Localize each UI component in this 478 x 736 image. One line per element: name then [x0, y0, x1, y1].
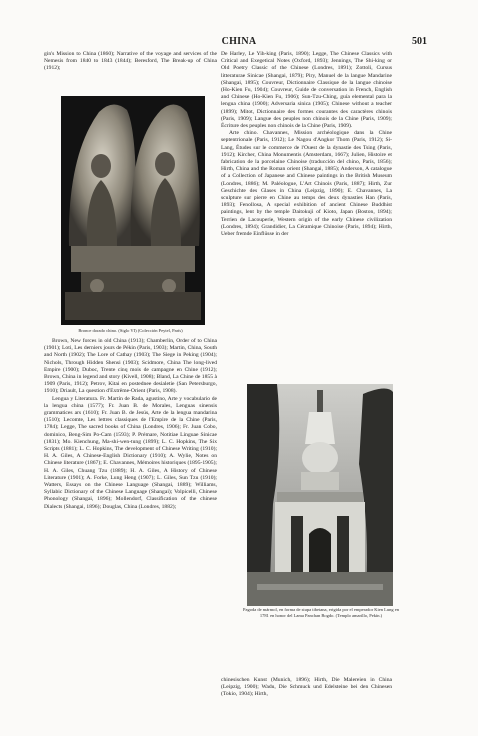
- bibliography-paragraph: Arte chino. Chavannes, Mission archéologique dans la Chine septentrionale (Paris, 1912); Le Nagou d'Angkor Thom (Paris, 1912); Si-Lang, Études sur le commerce de l'Ouest de la dynastie des Tsing (Paris, 1912); Kircher, China Monumentis (Amsterdam, 1667); Julien, Histoire et fabrication de la porcelaine Chinoise (traducción del chino, París, 1856); Hirth, China and the Roman orient (Shangai, 1885); Anderson, A catalogue of a Collection of Japanese and Chinese paintings in the British Museum (Londres, 1886); M. Paléologue, L'Art Chinois (París, 1887); Hirth, Zur Geschichte des Glases in China (Leipzig, 1890); E. Chavannes, La sculpture sur pierre en Chine au temps des deux dynasties Han (París, 1893); Fenollosa, A special exhibition of ancient Chinese Buddhist paintings, lent by the temple Daitokuji of Kioto, Japan (Boston, 1894); Terrien de Lacouperie, Western origin of the early Chinese civilization (Londres, 1894); Grandidier, La Céramique Chinoise (Paris, 1894); Hirth, Ueber fremde Einflüsse in der: [221, 130, 392, 238]
- page-header: [0, 36, 478, 48]
- page-number: 501: [412, 36, 427, 47]
- marble-pagoda-photo: [247, 384, 393, 606]
- buddha-bronze-image: [61, 96, 205, 325]
- running-title: CHINA: [221, 36, 257, 47]
- left-column-bottom-text: [44, 338, 217, 722]
- bibliography-paragraph: Lengua y Literatura. Fr. Martín de Rada, agustino, Arte y vocabulario de la lengua china (1577); Fr. Juan B. de Morales, Lenguas sinensis grammatices ars (1610); Fr. Juan B. de Jesús, Arte de la lengua mandarina (1510); Lecomte, Les lettres classiques de l'Empire de la Chine (Paris, 1784); Legge, The sacred books of China (Londres, 1906); Fr. Juan Cobo, dominico, Beng-Sim Po-Cam (1593); P. Prémare, Notitiae Linguae Sinicae (1831); Mo. Kienchung, Ma-shi-wen-tung (1899); L. C. Hopkins, The Six Scripts (1881); L. C. Hopkins, The development of Chinese Writing (1910); H. A. Giles, A Chinese-English Dictionary (1910); A. Wylie, Notes on Chinese literature (1867); E. Chavannes, Mémoires historiques (1895-1905); H. A. Giles, Chuang Tzu (1889); H. A. Giles, A History of Chinese Literature (1901); A. Forke, Lung Heng (1907); L. Giles, Sun Tzu (1910); Watters, Essays on the Chinese Language (Shangai, 1889); Williams, Syllabic Dictionary of the Chinese Language (Shangai); Volpicelli, Chinese Phonology (Shangai, 1896); Mollendorf, Classification of the chinese Dialects (Shangai, 1896); Douglas, China (Londres, 1882);: [44, 395, 217, 510]
- bibliography-paragraph: chinesischen Kunst (Munich, 1896); Hirth, Die Malereien in China (Leipzig, 1900); Wadu, Die Schmuck und Edelsteine bei den Chinesen (Tokio, 1904); Hirth,: [221, 677, 392, 698]
- right-column-bottom-text: [221, 677, 392, 723]
- bibliography-paragraph: Brown, New forces in old China (1913); Chamberlin, Order of to China (1901); Loti, Les derniers jours de Pékin (Paris, 1903); Martin, China, South and North (1902); The Lore of Cathay (1903); The Siege in Peking (1904); Nichols, Through Hidden Shensi (1903); Scidmore, China The long-lived Empire (1900); Duboc, Trente cinq mois de campagne en Chine (1912); Brown, China in legend and story (Kivell, 1908); Bland, La Chine de 1855 à 1909 (Paris, 1912); Petrov, Kitai en postednee desialetie (San Petersburgo, 1910); Driault, La question d'Extrême-Orient (Paris, 1908).: [44, 338, 217, 395]
- gilded-bronze-figure-photo: [61, 96, 205, 325]
- bibliography-paragraph: De Harley, Le Yih-king (Paris, 1890); Legge, The Chinese Classics with Critical and Exegetical Notes (Oxford, 1893); Jennings, The Shi-king or Old Poetry Classic of the Chinese (Londres, 1891); Zottoli, Cursus litteraturae Sinicae (Shangai, 1879); Piry, Manuel de la langue Mandarine (Shangai, 1895); Couvreur, Dictionnaire Classique de la langue chinoise (Ho-Kien Fu, 1904); Couvreur, Guide de conversation in French, English and Chinese (Ho-Kien Fu, 1906); Sun-Tzu-Ching, guía elemental para la lengua china (1900); Adversaria sinica (1905); Chinese without a teacher (1899); Mitot, Dictionnaire des formes courantes des caractères chinois (Paris, 1909); Langue des peuples non chinois de la Chine (Paris, 1909); Écriture des peuples non chinois de la Chine (Paris, 1909).: [221, 51, 392, 130]
- pagoda-image: [247, 384, 393, 606]
- figure2-caption: Pagoda de mármol, en forma de stupa tibetana, erigida por el emperador Kien Lung en 1781 en honor del Lama Panchan Bogdo. (Templo amarillo, Pekín.): [243, 607, 399, 618]
- right-column-top-text: [221, 51, 392, 382]
- figure1-caption: Bronce dorado chino. (Siglo VI) (Colección Peytel, París): [78, 328, 183, 333]
- left-column-top-text: [44, 51, 217, 93]
- left-top-paragraph: gin's Mission to China (1860); Narrative of the voyage and services of the Nemesis from 1840 to 1843 (1844); Beresford, The Break-up of China (1912);: [44, 51, 217, 72]
